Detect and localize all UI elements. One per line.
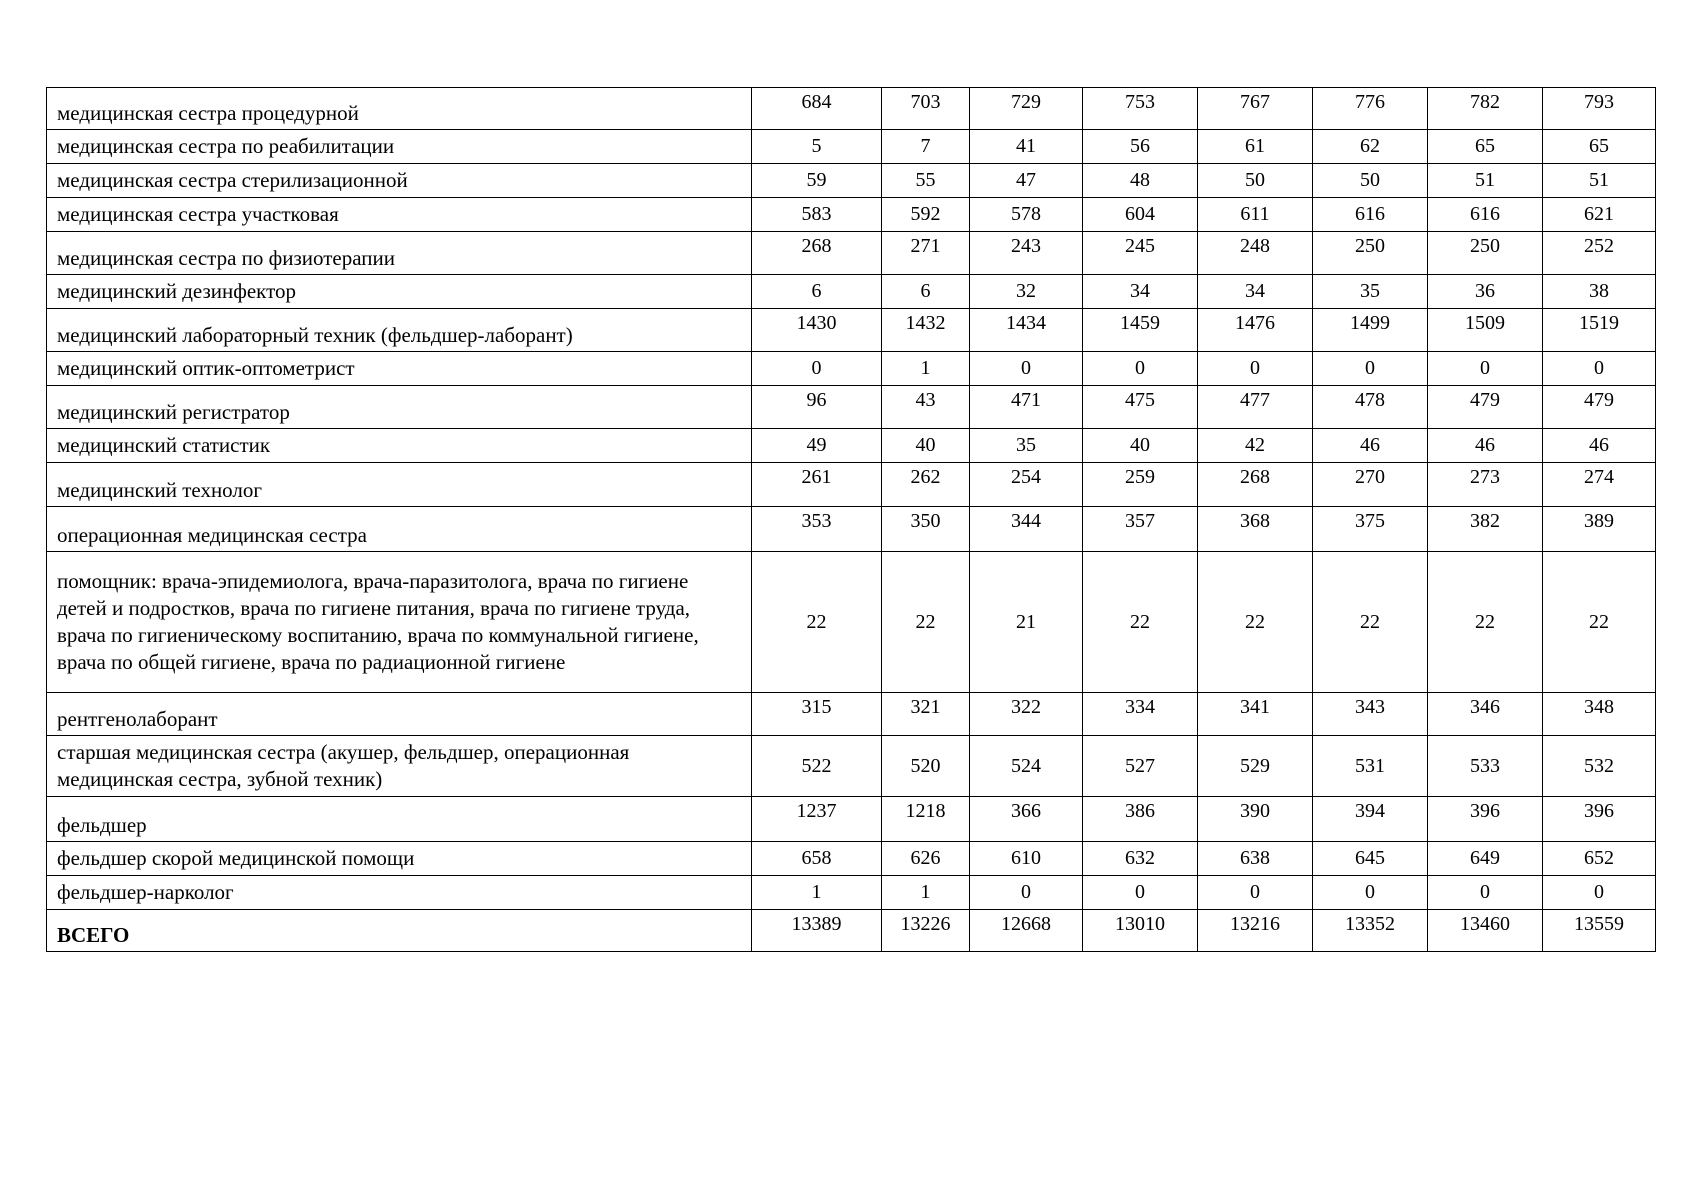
table-cell: 0 bbox=[1198, 876, 1313, 910]
row-label: старшая медицинская сестра (акушер, фельдшер, операционная медицинская сестра, зубной техник) bbox=[47, 736, 752, 797]
table-cell: 684 bbox=[752, 88, 882, 130]
table-cell: 48 bbox=[1083, 164, 1198, 198]
table-cell: 34 bbox=[1083, 275, 1198, 309]
table-cell: 382 bbox=[1428, 507, 1543, 552]
table-row bbox=[47, 386, 1656, 429]
table-cell: 0 bbox=[1198, 352, 1313, 386]
table-cell: 522 bbox=[752, 736, 882, 797]
table-cell: 273 bbox=[1428, 463, 1543, 507]
table-cell: 341 bbox=[1198, 693, 1313, 736]
table-cell: 13352 bbox=[1313, 910, 1428, 952]
table-cell: 0 bbox=[1543, 352, 1656, 386]
staff-table bbox=[46, 87, 1656, 952]
table-cell: 62 bbox=[1313, 130, 1428, 164]
table-cell: 632 bbox=[1083, 842, 1198, 876]
table-cell: 50 bbox=[1198, 164, 1313, 198]
table-cell: 753 bbox=[1083, 88, 1198, 130]
table-cell: 46 bbox=[1428, 429, 1543, 463]
table-cell: 621 bbox=[1543, 198, 1656, 232]
table-row-total bbox=[47, 910, 1656, 952]
table-cell: 50 bbox=[1313, 164, 1428, 198]
table-cell: 1237 bbox=[752, 797, 882, 842]
table-cell: 274 bbox=[1543, 463, 1656, 507]
table-cell: 254 bbox=[970, 463, 1083, 507]
table-cell: 638 bbox=[1198, 842, 1313, 876]
table-cell: 259 bbox=[1083, 463, 1198, 507]
table-cell: 21 bbox=[970, 552, 1083, 693]
table-cell: 357 bbox=[1083, 507, 1198, 552]
table-cell: 0 bbox=[1428, 352, 1543, 386]
table-cell: 578 bbox=[970, 198, 1083, 232]
row-label: медицинская сестра по реабилитации bbox=[47, 130, 752, 164]
table-cell: 478 bbox=[1313, 386, 1428, 429]
table-cell: 51 bbox=[1428, 164, 1543, 198]
table-cell: 268 bbox=[1198, 463, 1313, 507]
table-cell: 0 bbox=[1428, 876, 1543, 910]
table-row bbox=[47, 876, 1656, 910]
table-cell: 520 bbox=[882, 736, 970, 797]
table-cell: 13460 bbox=[1428, 910, 1543, 952]
table-cell: 322 bbox=[970, 693, 1083, 736]
table-cell: 13389 bbox=[752, 910, 882, 952]
row-label: медицинский оптик-оптометрист bbox=[47, 352, 752, 386]
table-row bbox=[47, 552, 1656, 693]
table-row bbox=[47, 275, 1656, 309]
table-cell: 6 bbox=[752, 275, 882, 309]
table-cell: 348 bbox=[1543, 693, 1656, 736]
table-cell: 22 bbox=[1428, 552, 1543, 693]
table-cell: 252 bbox=[1543, 232, 1656, 275]
table-cell: 616 bbox=[1313, 198, 1428, 232]
table-row bbox=[47, 693, 1656, 736]
table-cell: 793 bbox=[1543, 88, 1656, 130]
row-label: медицинская сестра стерилизационной bbox=[47, 164, 752, 198]
table-cell: 22 bbox=[882, 552, 970, 693]
table-row bbox=[47, 88, 1656, 130]
table-cell: 0 bbox=[970, 876, 1083, 910]
table-cell: 13226 bbox=[882, 910, 970, 952]
table-cell: 479 bbox=[1543, 386, 1656, 429]
table-cell: 527 bbox=[1083, 736, 1198, 797]
table-cell: 389 bbox=[1543, 507, 1656, 552]
table-cell: 6 bbox=[882, 275, 970, 309]
table-row bbox=[47, 164, 1656, 198]
table-cell: 729 bbox=[970, 88, 1083, 130]
table-cell: 49 bbox=[752, 429, 882, 463]
table-cell: 34 bbox=[1198, 275, 1313, 309]
table-cell: 353 bbox=[752, 507, 882, 552]
table-cell: 1 bbox=[752, 876, 882, 910]
table-cell: 390 bbox=[1198, 797, 1313, 842]
table-cell: 645 bbox=[1313, 842, 1428, 876]
table-cell: 533 bbox=[1428, 736, 1543, 797]
table-cell: 56 bbox=[1083, 130, 1198, 164]
table-cell: 46 bbox=[1543, 429, 1656, 463]
table-row bbox=[47, 130, 1656, 164]
table-cell: 1476 bbox=[1198, 309, 1313, 352]
table-cell: 611 bbox=[1198, 198, 1313, 232]
table-cell: 1459 bbox=[1083, 309, 1198, 352]
table-cell: 368 bbox=[1198, 507, 1313, 552]
table-cell: 5 bbox=[752, 130, 882, 164]
table-cell: 531 bbox=[1313, 736, 1428, 797]
table-cell: 626 bbox=[882, 842, 970, 876]
table-cell: 616 bbox=[1428, 198, 1543, 232]
table-cell: 375 bbox=[1313, 507, 1428, 552]
table-cell: 652 bbox=[1543, 842, 1656, 876]
table-cell: 261 bbox=[752, 463, 882, 507]
table-cell: 396 bbox=[1543, 797, 1656, 842]
table-cell: 61 bbox=[1198, 130, 1313, 164]
table-row bbox=[47, 352, 1656, 386]
table-cell: 471 bbox=[970, 386, 1083, 429]
table-cell: 22 bbox=[1198, 552, 1313, 693]
table-cell: 47 bbox=[970, 164, 1083, 198]
table-cell: 268 bbox=[752, 232, 882, 275]
table-cell: 35 bbox=[970, 429, 1083, 463]
table-cell: 658 bbox=[752, 842, 882, 876]
table-cell: 42 bbox=[1198, 429, 1313, 463]
table-cell: 7 bbox=[882, 130, 970, 164]
table-row bbox=[47, 309, 1656, 352]
table-cell: 524 bbox=[970, 736, 1083, 797]
table-cell: 12668 bbox=[970, 910, 1083, 952]
table-cell: 96 bbox=[752, 386, 882, 429]
table-cell: 776 bbox=[1313, 88, 1428, 130]
table-cell: 396 bbox=[1428, 797, 1543, 842]
table-cell: 43 bbox=[882, 386, 970, 429]
table-cell: 13216 bbox=[1198, 910, 1313, 952]
row-label: медицинский лабораторный техник (фельдшер-лаборант) bbox=[47, 309, 752, 352]
table-cell: 13010 bbox=[1083, 910, 1198, 952]
table-cell: 1434 bbox=[970, 309, 1083, 352]
row-label: фельдшер bbox=[47, 797, 752, 842]
table-cell: 0 bbox=[752, 352, 882, 386]
row-label: фельдшер скорой медицинской помощи bbox=[47, 842, 752, 876]
table-cell: 315 bbox=[752, 693, 882, 736]
table-cell: 366 bbox=[970, 797, 1083, 842]
row-label: медицинская сестра участковая bbox=[47, 198, 752, 232]
table-cell: 51 bbox=[1543, 164, 1656, 198]
table-cell: 40 bbox=[882, 429, 970, 463]
table-cell: 532 bbox=[1543, 736, 1656, 797]
table-cell: 592 bbox=[882, 198, 970, 232]
row-label: медицинский дезинфектор bbox=[47, 275, 752, 309]
row-label: рентгенолаборант bbox=[47, 693, 752, 736]
table-cell: 477 bbox=[1198, 386, 1313, 429]
table-cell: 583 bbox=[752, 198, 882, 232]
table-row bbox=[47, 507, 1656, 552]
table-cell: 767 bbox=[1198, 88, 1313, 130]
table-cell: 13559 bbox=[1543, 910, 1656, 952]
table-cell: 394 bbox=[1313, 797, 1428, 842]
table-cell: 343 bbox=[1313, 693, 1428, 736]
table-cell: 334 bbox=[1083, 693, 1198, 736]
table-cell: 55 bbox=[882, 164, 970, 198]
table-cell: 248 bbox=[1198, 232, 1313, 275]
table-cell: 262 bbox=[882, 463, 970, 507]
table-cell: 604 bbox=[1083, 198, 1198, 232]
table-cell: 1432 bbox=[882, 309, 970, 352]
table-cell: 346 bbox=[1428, 693, 1543, 736]
table-cell: 649 bbox=[1428, 842, 1543, 876]
table-cell: 0 bbox=[1313, 352, 1428, 386]
table-cell: 59 bbox=[752, 164, 882, 198]
table-cell: 0 bbox=[1313, 876, 1428, 910]
table-row bbox=[47, 797, 1656, 842]
row-label: ВСЕГО bbox=[47, 910, 752, 952]
table-cell: 0 bbox=[1543, 876, 1656, 910]
table-cell: 22 bbox=[1313, 552, 1428, 693]
table-cell: 386 bbox=[1083, 797, 1198, 842]
table-cell: 475 bbox=[1083, 386, 1198, 429]
table-cell: 270 bbox=[1313, 463, 1428, 507]
table-cell: 782 bbox=[1428, 88, 1543, 130]
table-cell: 1499 bbox=[1313, 309, 1428, 352]
table-cell: 250 bbox=[1313, 232, 1428, 275]
table-row bbox=[47, 842, 1656, 876]
row-label: медицинская сестра по физиотерапии bbox=[47, 232, 752, 275]
row-label: медицинский регистратор bbox=[47, 386, 752, 429]
table-row bbox=[47, 736, 1656, 797]
table-cell: 321 bbox=[882, 693, 970, 736]
table-cell: 243 bbox=[970, 232, 1083, 275]
row-label: медицинский технолог bbox=[47, 463, 752, 507]
row-label: операционная медицинская сестра bbox=[47, 507, 752, 552]
table-row bbox=[47, 232, 1656, 275]
table-cell: 32 bbox=[970, 275, 1083, 309]
table-cell: 1430 bbox=[752, 309, 882, 352]
row-label: помощник: врача-эпидемиолога, врача-паразитолога, врача по гигиене детей и подростков, врача по гигиене питания, врача по гигиене труда, врача по гигиеническому воспитанию, врача по коммунальной гигиене, врача по общей гигиене, врача по радиационной гигиене bbox=[47, 552, 752, 693]
table-cell: 36 bbox=[1428, 275, 1543, 309]
table-cell: 529 bbox=[1198, 736, 1313, 797]
table-cell: 344 bbox=[970, 507, 1083, 552]
table-cell: 65 bbox=[1543, 130, 1656, 164]
table-cell: 245 bbox=[1083, 232, 1198, 275]
table-cell: 0 bbox=[970, 352, 1083, 386]
table-row bbox=[47, 463, 1656, 507]
table-cell: 22 bbox=[1543, 552, 1656, 693]
row-label: фельдшер-нарколог bbox=[47, 876, 752, 910]
table-cell: 0 bbox=[1083, 352, 1198, 386]
table-row bbox=[47, 198, 1656, 232]
table-cell: 271 bbox=[882, 232, 970, 275]
table-cell: 40 bbox=[1083, 429, 1198, 463]
table-cell: 22 bbox=[1083, 552, 1198, 693]
table-cell: 35 bbox=[1313, 275, 1428, 309]
table-cell: 703 bbox=[882, 88, 970, 130]
table-cell: 1218 bbox=[882, 797, 970, 842]
table-row bbox=[47, 429, 1656, 463]
table-cell: 65 bbox=[1428, 130, 1543, 164]
table-cell: 610 bbox=[970, 842, 1083, 876]
table-cell: 1 bbox=[882, 352, 970, 386]
table-cell: 0 bbox=[1083, 876, 1198, 910]
table-cell: 479 bbox=[1428, 386, 1543, 429]
table-cell: 250 bbox=[1428, 232, 1543, 275]
table-cell: 1 bbox=[882, 876, 970, 910]
table-cell: 46 bbox=[1313, 429, 1428, 463]
table-cell: 1519 bbox=[1543, 309, 1656, 352]
table-cell: 22 bbox=[752, 552, 882, 693]
row-label: медицинский статистик bbox=[47, 429, 752, 463]
table-cell: 1509 bbox=[1428, 309, 1543, 352]
table-cell: 350 bbox=[882, 507, 970, 552]
row-label: медицинская сестра процедурной bbox=[47, 88, 752, 130]
table-cell: 38 bbox=[1543, 275, 1656, 309]
table-cell: 41 bbox=[970, 130, 1083, 164]
